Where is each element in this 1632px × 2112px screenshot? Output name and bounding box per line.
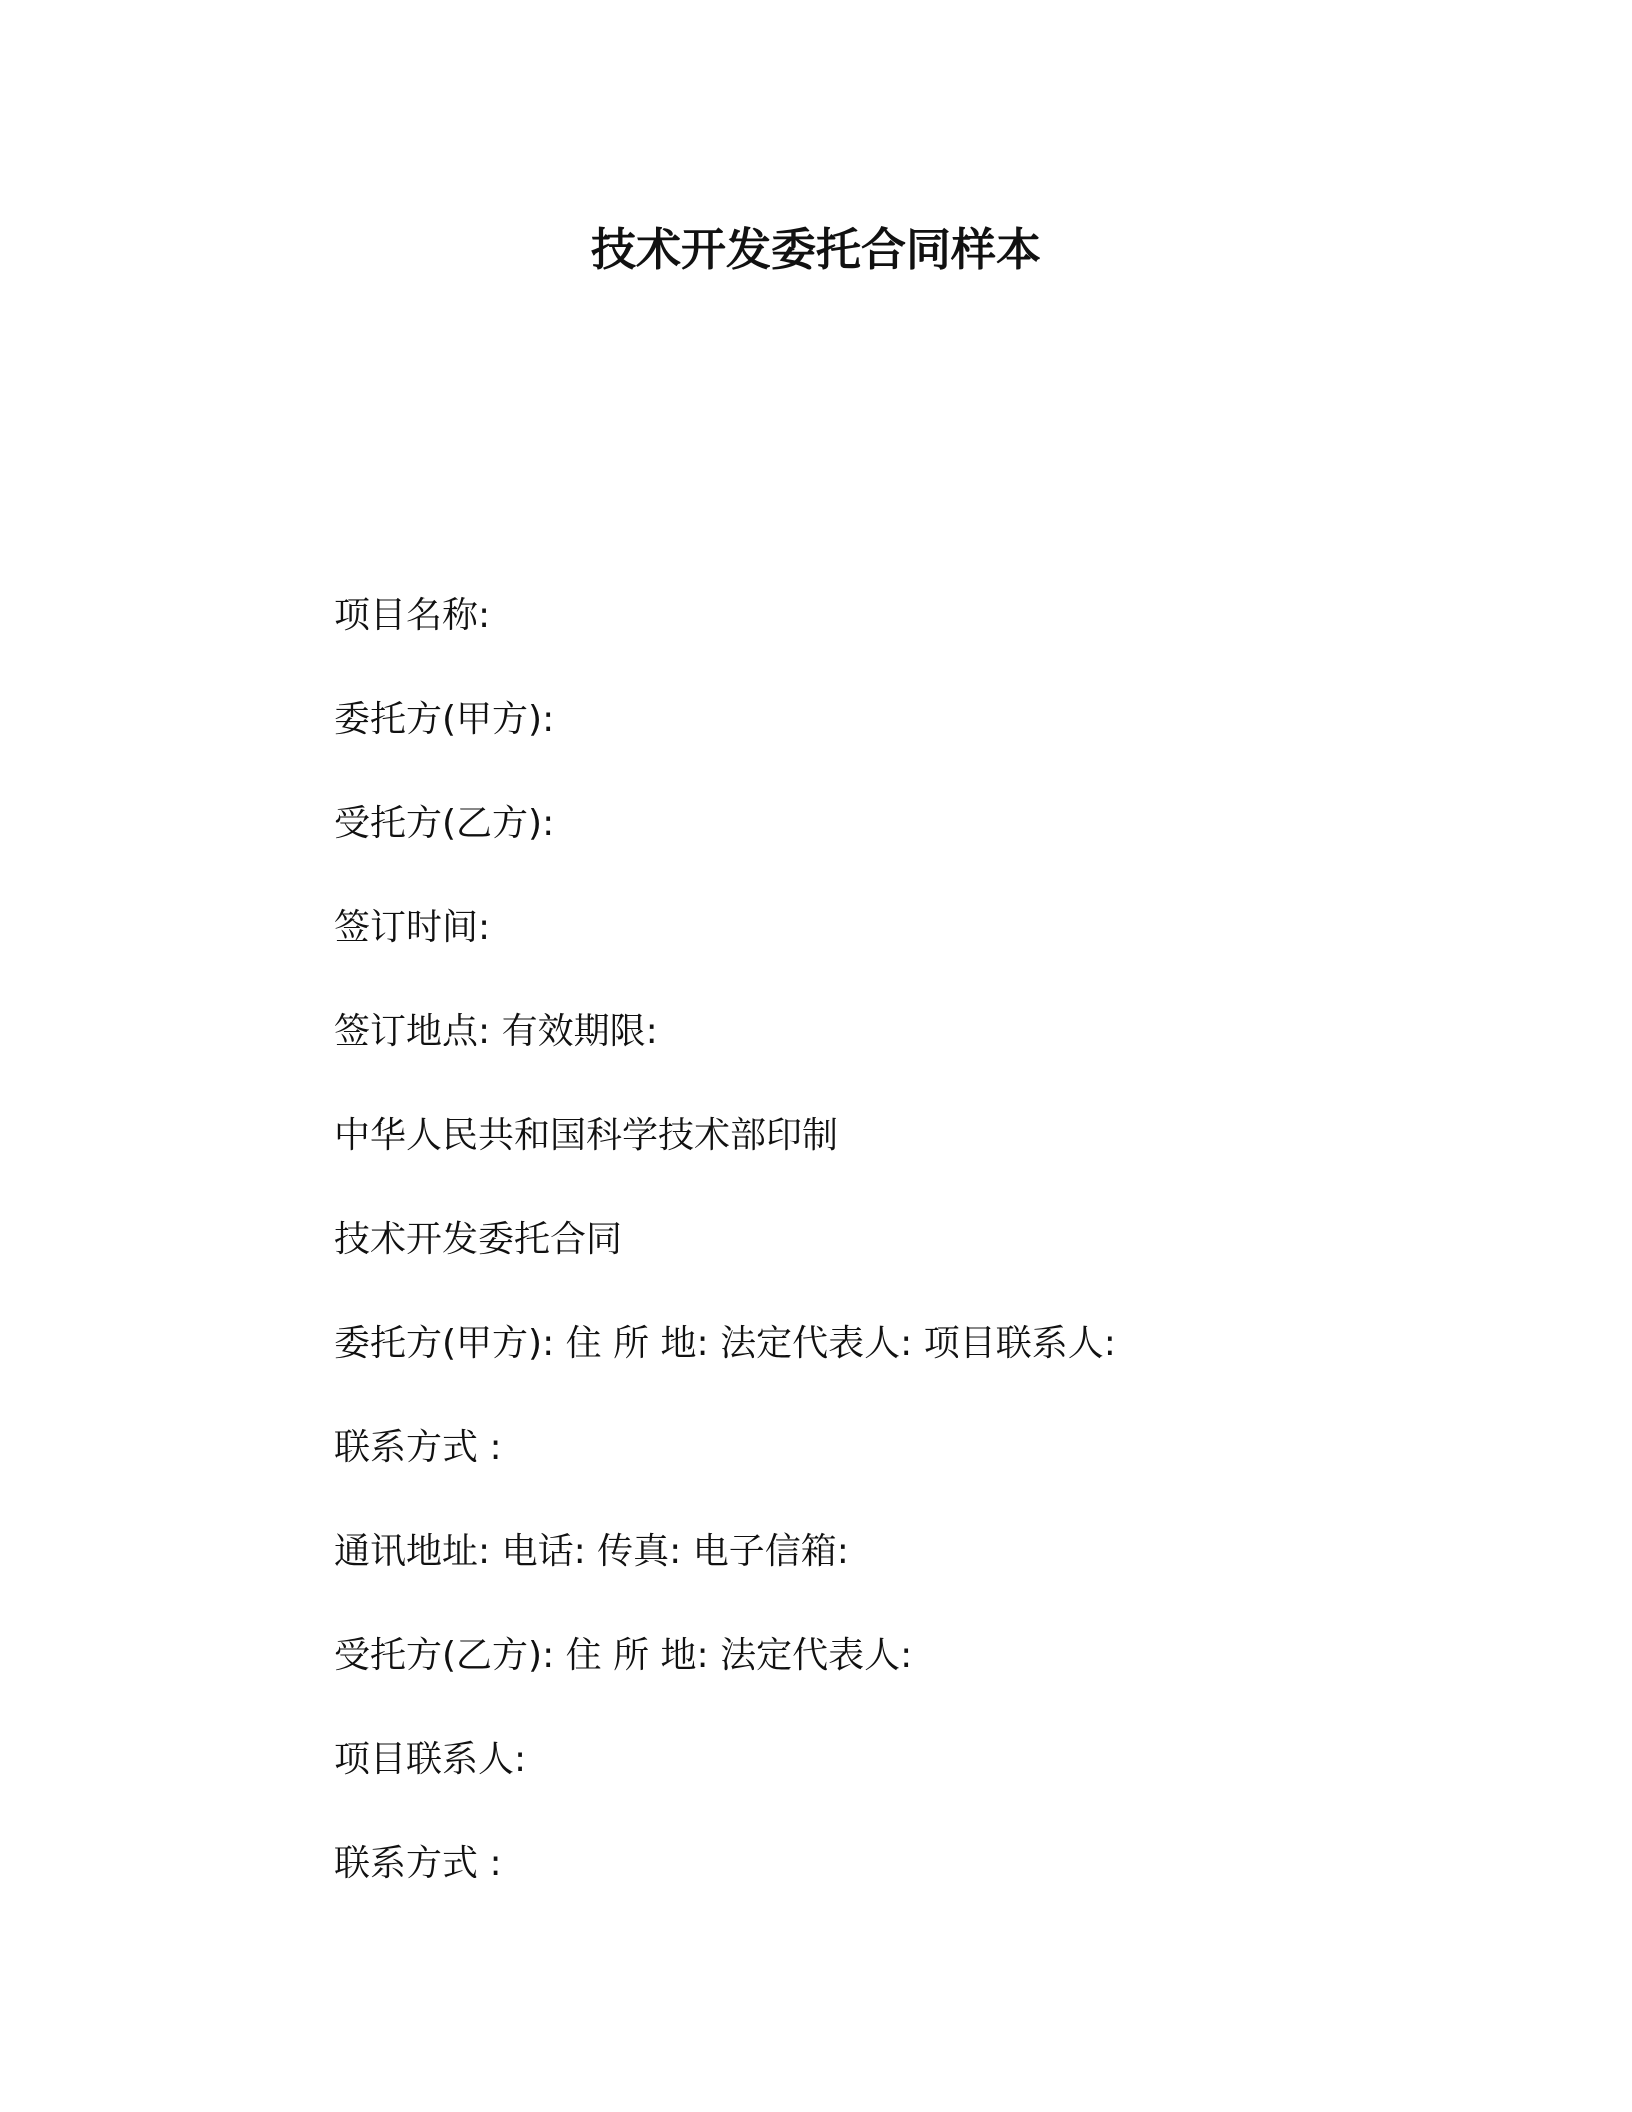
document-title: 技术开发委托合同样本: [590, 223, 1041, 276]
field-party-b-project-contact: 项目联系人:: [334, 1739, 527, 1780]
field-party-b-details: 受托方(乙方): 住 所 地: 法定代表人:: [334, 1635, 913, 1676]
issuer-line: 中华人民共和国科学技术部印制: [334, 1115, 839, 1156]
field-contractor-party-b: 受托方(乙方):: [334, 803, 555, 844]
document-body: [334, 594, 1434, 1946]
field-party-a-address-phone: 通讯地址: 电话: 传真: 电子信箱:: [334, 1531, 849, 1572]
field-party-a-contact: 联系方式 :: [334, 1427, 502, 1468]
field-signing-place-validity: 签订地点: 有效期限:: [334, 1011, 658, 1052]
field-party-b-contact: 联系方式 :: [334, 1843, 502, 1884]
contract-heading: 技术开发委托合同: [334, 1219, 623, 1260]
field-client-party-a: 委托方(甲方):: [334, 699, 555, 740]
field-project-name: 项目名称:: [334, 595, 491, 636]
field-party-a-details: 委托方(甲方): 住 所 地: 法定代表人: 项目联系人:: [334, 1323, 1116, 1364]
field-signing-time: 签订时间:: [334, 907, 491, 948]
